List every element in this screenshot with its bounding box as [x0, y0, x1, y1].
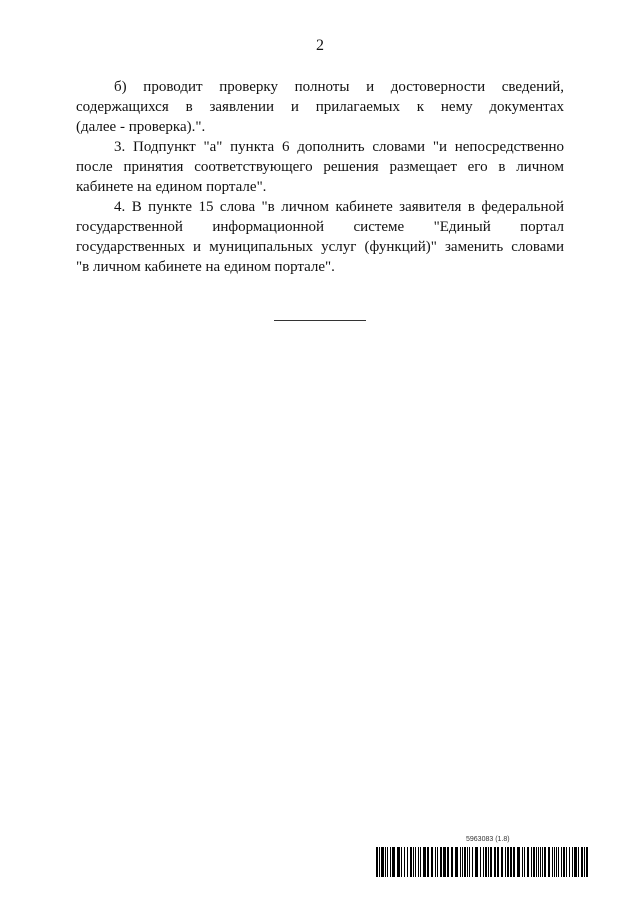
paragraph-4-punkt-15 — [76, 197, 564, 277]
text-line: б) проводит проверку полноты и достоверности сведений, — [114, 79, 564, 95]
text-line: 3. Подпункт "а" пункта 6 дополнить словами "и непосредственно — [114, 139, 564, 155]
text-line: "в личном кабинете на едином портале". — [76, 259, 335, 275]
paragraph-3-podpunkt-a — [76, 137, 564, 197]
barcode-caption: 5963083 (1.8) — [466, 836, 510, 843]
text-line: государственной информационной системе "Единый портал — [76, 219, 564, 235]
text-line: содержащихся в заявлении и прилагаемых к нему документах — [76, 99, 564, 115]
page-number: 2 — [316, 37, 324, 54]
paragraph-b-proverka — [76, 77, 564, 137]
barcode-icon — [376, 847, 590, 877]
text-line: государственных и муниципальных услуг (функций)" заменить словами — [76, 239, 564, 255]
text-line: после принятия соответствующего решения размещает его в личном — [76, 159, 564, 175]
text-line: (далее - проверка).". — [76, 119, 206, 135]
text-line: кабинете на едином портале". — [76, 179, 267, 195]
document-barcode — [376, 835, 590, 881]
document-body — [76, 77, 564, 277]
end-of-text-rule — [274, 320, 366, 321]
text-line: 4. В пункте 15 слова "в личном кабинете заявителя в федеральной — [114, 199, 564, 215]
